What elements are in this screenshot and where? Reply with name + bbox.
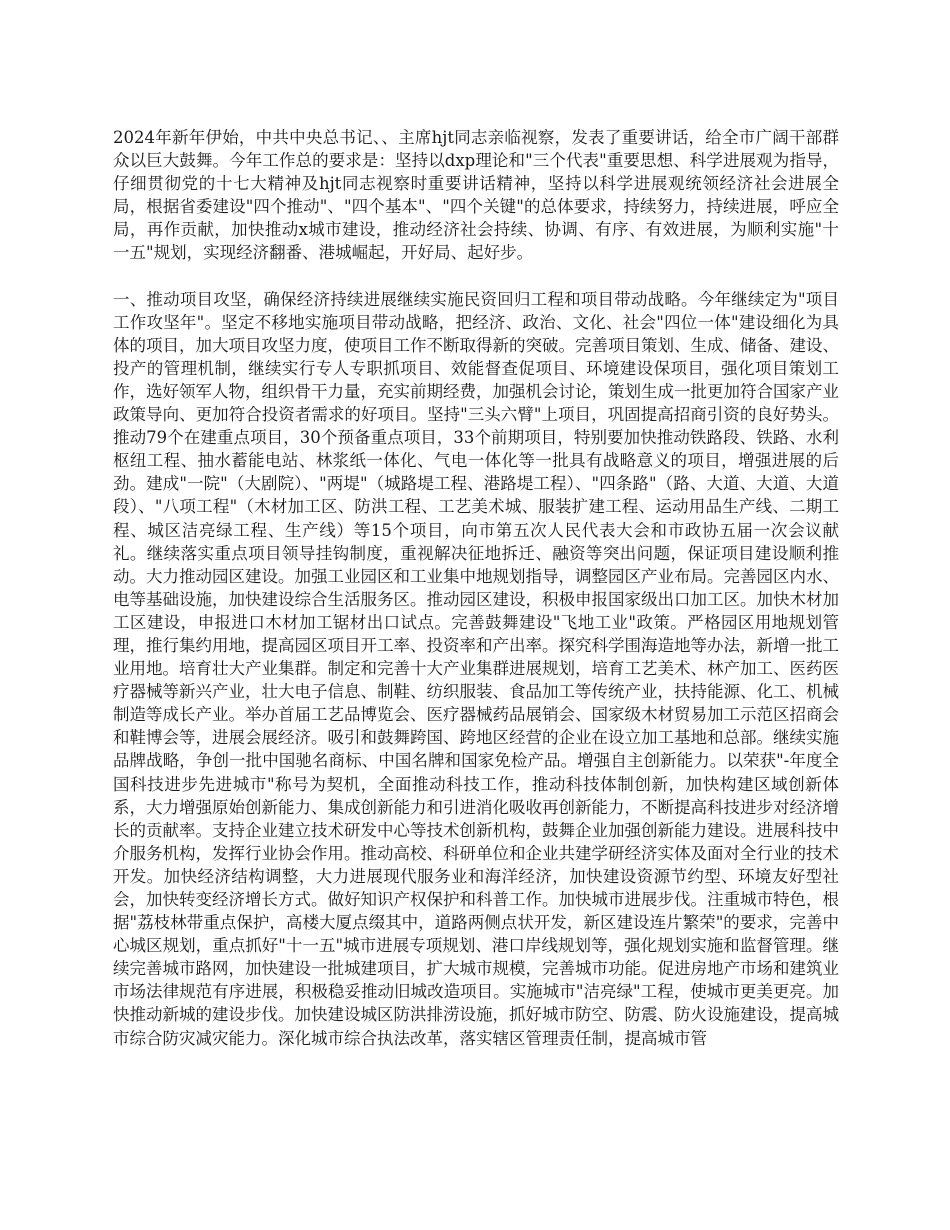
intro-paragraph: 2024年新年伊始，中共中央总书记、、主席hjt同志亲临视察，发表了重要讲话，给全市广阔干部群众以巨大鼓舞。今年工作总的要求是：坚持以dxp理论和"三个代表"重要思想、科学进展观为指导，仔细贯彻党的十七大精神及hjt同志视察时重要讲话精神，坚持以科学进展观统领经济社会进展全局，根据省委建设"四个推动"、"四个基本"、"四个关键"的总体要求，持续努力，持续进展，呼应全局，再作贡献，加快推动x城市建设，推动经济社会持续、协调、有序、有效进展，为顺利实施"十一五"规划，实现经济翻番、港城崛起，开好局、起好步。: [113, 128, 839, 263]
section-one-paragraph: 一、推动项目攻坚，确保经济持续进展继续实施民资回归工程和项目带动战略。今年继续定为"项目工作攻坚年"。坚定不移地实施项目带动战略，把经济、政治、文化、社会"四位一体"建设细化为具体的项目，加大项目攻坚力度，使项目工作不断取得新的突破。完善项目策划、生成、储备、建设、投产的管理机制，继续实行专人专职抓项目、效能督查促项目、环境建设保项目，强化项目策划工作，选好领军人物，组织骨干力量，充实前期经费，加强机会讨论，策划生成一批更加符合国家产业政策导向、更加符合投资者需求的好项目。坚持"三头六臂"上项目，巩固提高招商引资的良好势头。推动79个在建重点项目，30个预备重点项目，33个前期项目，特别要加快推动铁路段、铁路、水利枢纽工程、抽水蓄能电站、林浆纸一体化、气电一体化等一批具有战略意义的项目，增强进展的后劲。建成"一院"（大剧院）、"两堤"（城路堤工程、港路堤工程）、"四条路"（路、大道、大道、大道段）、"八项工程"（木材加工区、防洪工程、工艺美术城、服装扩建工程、运动用品生产线、二期工程、城区洁亮绿工程、生产线）等15个项目，向市第五次人民代表大会和市政协五届一次会议献礼。继续落实重点项目领导挂钩制度，重视解决征地拆迁、融资等突出问题，保证项目建设顺利推动。大力推动园区建设。加强工业园区和工业集中地规划指导，调整园区产业布局。完善园区内水、电等基础设施，加快建设综合生活服务区。推动园区建设，积极申报国家级出口加工区。加快木材加工区建设，申报进口木材加工锯材出口试点。完善鼓舞建设"飞地工业"政策。严格园区用地规划管理，推行集约用地，提高园区项目开工率、投资率和产出率。探究科学围海造地等办法，新增一批工业用地。培育壮大产业集群。制定和完善十大产业集群进展规划，培育工艺美术、林产加工、医药医疗器械等新兴产业，壮大电子信息、制鞋、纺织服装、食品加工等传统产业，扶持能源、化工、机械制造等成长产业。举办首届工艺品博览会、医疗器械药品展销会、国家级木材贸易加工示范区招商会和鞋博会等，进展会展经济。吸引和鼓舞跨国、跨地区经营的企业在设立加工基地和总部。继续实施品牌战略，争创一批中国驰名商标、中国名牌和国家免检产品。增强自主创新能力。以荣获"-年度全国科技进步先进城市"称号为契机，全面推动科技工作，推动科技体制创新，加快构建区域创新体系，大力增强原始创新能力、集成创新能力和引进消化吸收再创新能力，不断提高科技进步对经济增长的贡献率。支持企业建立技术研发中心等技术创新机构，鼓舞企业加强创新能力建设。进展科技中介服务机构，发挥行业协会作用。推动高校、科研单位和企业共建学研经济实体及面对全行业的技术开发。加快经济结构调整，大力进展现代服务业和海洋经济，加快建设资源节约型、环境友好型社会，加快转变经济增长方式。做好知识产权保护和科普工作。加快城市进展步伐。注重城市特色，根据"荔枝林带重点保护，高楼大厦点缀其中，道路两侧点状开发，新区建设连片繁荣"的要求，完善中心城区规划，重点抓好"十一五"城市进展专项规划、港口岸线规划等，强化规划实施和监督管理。继续完善城市路网，加快建设一批城建项目，扩大城市规模，完善城市功能。促进房地产市场和建筑业市场法律规范有序进展，积极稳妥推动旧城改造项目。实施城市"洁亮绿"工程，使城市更美更亮。加快推动新城的建设步伐。加快建设城区防洪排涝设施，抓好城市防空、防震、防火设施建设，提高城市综合防灾减灾能力。深化城市综合执法改革，落实辖区管理责任制，提高城市管: [113, 289, 839, 1048]
document-body: [113, 126, 839, 1050]
